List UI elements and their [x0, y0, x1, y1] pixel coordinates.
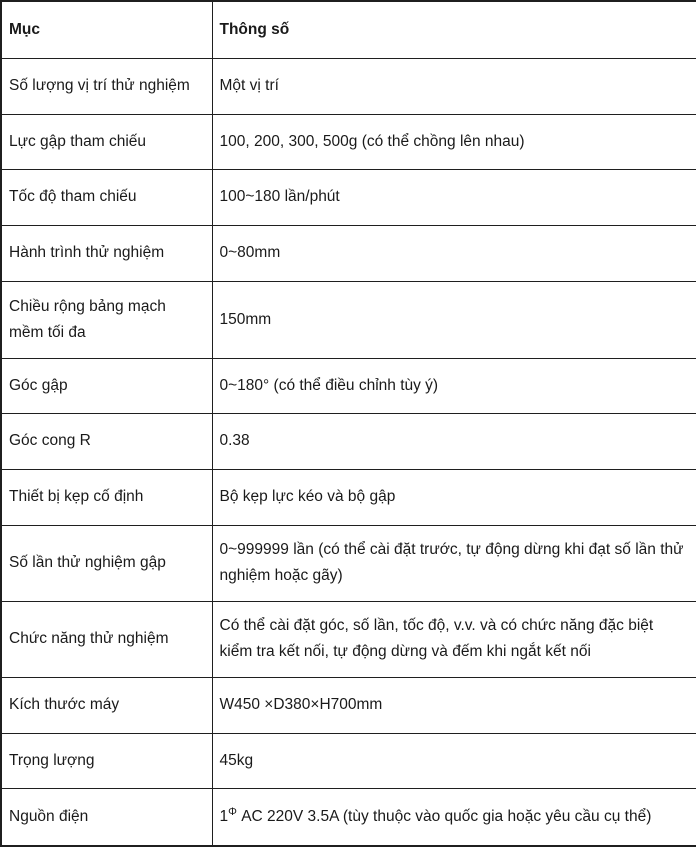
table-row	[1, 525, 696, 601]
table-row	[1, 788, 696, 846]
column-header-item: Mục	[1, 1, 212, 58]
table-row	[1, 469, 696, 525]
power-spec-text: AC 220V 3.5A (tùy thuộc vào quốc gia hoặc yêu cầu cụ thể)	[236, 807, 652, 825]
spec-item-cell: Chiều rộng bảng mạch mềm tối đa	[1, 281, 212, 358]
spec-value-cell: 100, 200, 300, 500g (có thể chồng lên nhau)	[212, 114, 696, 169]
column-header-spec: Thông số	[212, 1, 696, 58]
spec-value-cell: 100~180 lần/phút	[212, 169, 696, 225]
table-row	[1, 358, 696, 413]
spec-item-cell: Tốc độ tham chiếu	[1, 169, 212, 225]
spec-value-cell: 0~80mm	[212, 225, 696, 281]
table-row	[1, 733, 696, 788]
spec-item-cell: Hành trình thử nghiệm	[1, 225, 212, 281]
table-row	[1, 58, 696, 114]
spec-item-cell: Số lần thử nghiệm gập	[1, 525, 212, 601]
table-row	[1, 114, 696, 169]
spec-value-cell: Bộ kẹp lực kéo và bộ gập	[212, 469, 696, 525]
spec-value-cell	[212, 788, 696, 846]
table-header-row	[1, 1, 696, 58]
spec-item-cell: Góc gập	[1, 358, 212, 413]
spec-item-cell: Trọng lượng	[1, 733, 212, 788]
table-row	[1, 169, 696, 225]
spec-item-cell: Thiết bị kẹp cố định	[1, 469, 212, 525]
spec-value-cell: 150mm	[212, 281, 696, 358]
power-phase-number: 1	[219, 807, 229, 825]
spec-value-cell: Một vị trí	[212, 58, 696, 114]
spec-value-cell: 45kg	[212, 733, 696, 788]
spec-item-cell: Chức năng thử nghiệm	[1, 601, 212, 677]
table-row	[1, 413, 696, 469]
spec-value-cell: 0.38	[212, 413, 696, 469]
spec-value-cell: 0~999999 lần (có thể cài đặt trước, tự động dừng khi đạt số lần thử nghiệm hoặc gãy)	[212, 525, 696, 601]
table-row	[1, 225, 696, 281]
table-row	[1, 677, 696, 733]
spec-value-cell: W450 ×D380×H700mm	[212, 677, 696, 733]
spec-value-cell: 0~180° (có thể điều chỉnh tùy ý)	[212, 358, 696, 413]
table-row	[1, 601, 696, 677]
spec-item-cell: Lực gập tham chiếu	[1, 114, 212, 169]
phi-phase-symbol: Φ	[228, 805, 237, 818]
spec-item-cell: Góc cong R	[1, 413, 212, 469]
table-row	[1, 281, 696, 358]
spec-item-cell: Số lượng vị trí thử nghiệm	[1, 58, 212, 114]
spec-value-cell: Có thể cài đặt góc, số lần, tốc độ, v.v. và có chức năng đặc biệt kiểm tra kết nối, tự động dừng và đếm khi ngắt kết nối	[212, 601, 696, 677]
spec-item-cell: Nguồn điện	[1, 788, 212, 846]
spec-item-cell: Kích thước máy	[1, 677, 212, 733]
